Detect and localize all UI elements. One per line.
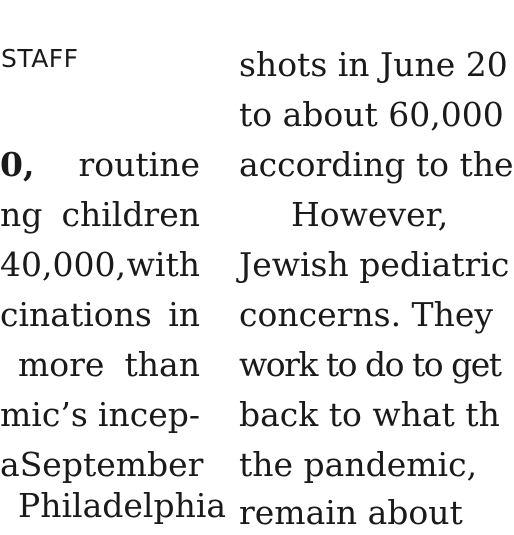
article-line-4: However,: [291, 195, 449, 234]
article-word: incep-: [97, 395, 200, 434]
article-line-2: [0, 193, 200, 237]
article-line-6: [0, 393, 200, 437]
article-word: 0,: [0, 145, 35, 184]
article-line-9: the pandemic,: [239, 445, 478, 484]
article-word: children: [61, 195, 200, 234]
article-line-3: according to the: [239, 145, 514, 184]
article-line-5: [18, 343, 200, 387]
article-line-1: [0, 143, 200, 187]
article-line-5: Jewish pediatric: [239, 245, 510, 284]
article-word: with: [126, 245, 200, 284]
article-line-4: [0, 293, 200, 337]
article-line-7: [0, 443, 204, 487]
article-word: 40,000,: [0, 245, 126, 284]
byline-staff: STAFF: [1, 44, 79, 73]
article-column-left: [0, 0, 227, 525]
article-line-1: shots in June 20: [239, 45, 508, 84]
article-line-6: concerns. They: [239, 295, 493, 334]
article-word: September: [19, 445, 204, 484]
article-line-3: [0, 243, 200, 287]
article-word: more: [18, 345, 105, 384]
article-column-right: [239, 0, 514, 532]
article-line-8: [18, 484, 227, 528]
article-line-7: work to do to get: [239, 345, 501, 384]
article-word: Philadelphia: [18, 486, 227, 525]
article-word: ng: [0, 195, 43, 234]
article-word: than: [124, 345, 200, 384]
article-line-8: back to what th: [239, 395, 500, 434]
article-line-2: to about 60,000: [239, 95, 504, 134]
article-word: in: [168, 295, 200, 334]
article-line-10: remain about: [239, 493, 463, 532]
article-word: routine: [78, 145, 200, 184]
article-word: a: [0, 445, 20, 484]
article-word: cinations: [0, 295, 152, 334]
article-word: mic’s: [0, 395, 88, 434]
